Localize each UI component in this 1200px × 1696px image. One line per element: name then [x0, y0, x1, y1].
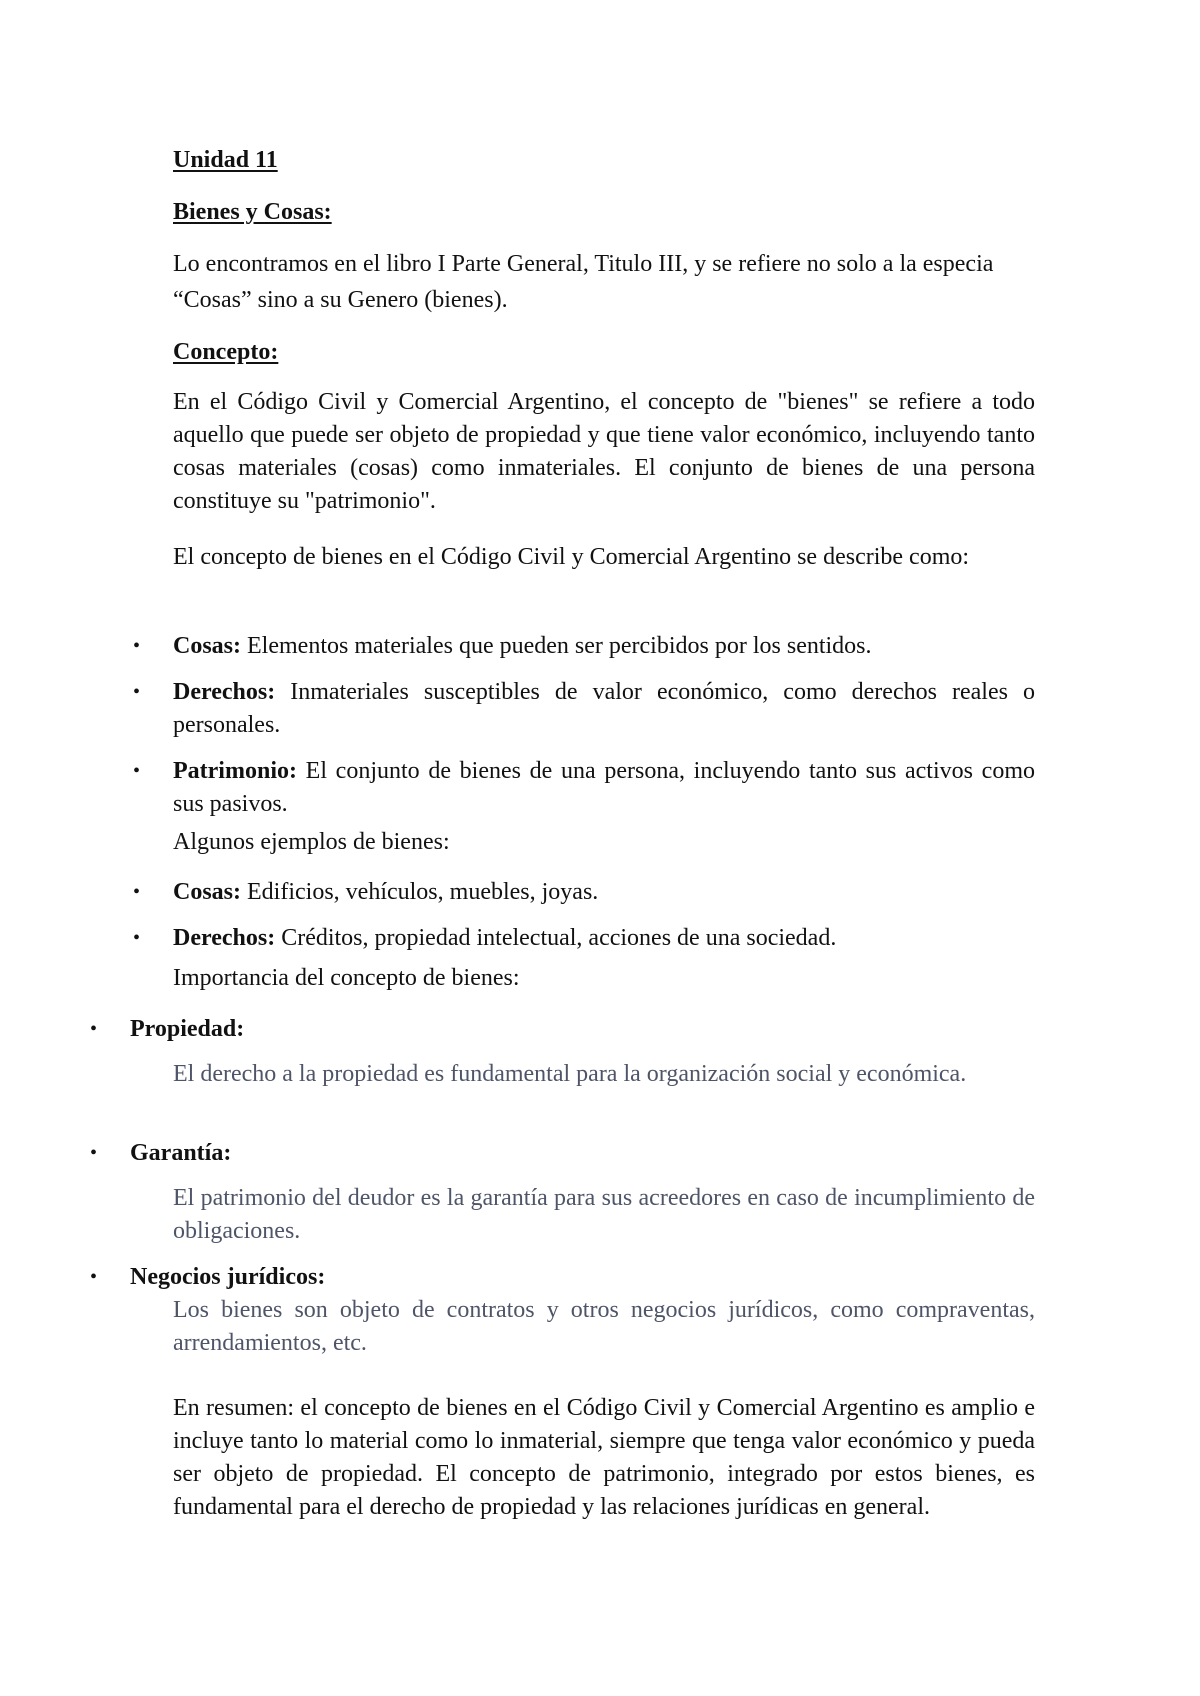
section-heading-bienes-cosas: Bienes y Cosas: [173, 199, 332, 225]
concept-paragraph-1: En el Código Civil y Comercial Argentino, el concepto de "bienes" se refiere a todo aquello que puede ser objeto de propiedad y que tiene valor económico, incluyendo tanto cosas materiales (cosas) como inmateriales. El conjunto de bienes de una persona constituye su "patrimonio". [173, 389, 1035, 514]
importance-text-propiedad: El derecho a la propiedad es fundamental para la organización social y económica. [173, 1061, 967, 1087]
list-item-label: Derechos: [173, 925, 276, 951]
list-item-text: Edificios, vehículos, muebles, joyas. [241, 879, 599, 905]
bullet-icon: • [90, 1018, 98, 1040]
importance-text-garantia: El patrimonio del deudor es la garantía para sus acreedores en caso de incumplimiento de obligaciones. [173, 1185, 1035, 1244]
bullet-icon: • [133, 881, 141, 903]
list-item-text: El conjunto de bienes de una persona, incluyendo tanto sus activos como sus pasivos. [173, 758, 1035, 817]
list-item-text: Créditos, propiedad intelectual, acciones de una sociedad. [275, 925, 837, 951]
bullet-icon: • [133, 760, 141, 782]
list-item-patrimonio [173, 755, 1035, 821]
intro-paragraph: Lo encontramos en el libro I Parte General, Titulo III, y se refiere no solo a la especia “Cosas” sino a su Genero (bienes). [173, 251, 994, 313]
list-item-derechos [173, 676, 1035, 742]
document-title: Unidad 11 [173, 147, 278, 173]
importance-intro: Importancia del concepto de bienes: [173, 965, 520, 991]
bullet-icon: • [133, 635, 141, 657]
list-item-text: Inmateriales susceptibles de valor económico, como derechos reales o personales. [173, 679, 1035, 738]
importance-label-negocios: Negocios jurídicos: [130, 1264, 326, 1290]
importance-label-garantia: Garantía: [130, 1140, 232, 1166]
bullet-icon: • [133, 927, 141, 949]
example-item-cosas [173, 876, 1035, 909]
list-item-label: Cosas: [173, 879, 242, 905]
importance-text-negocios: Los bienes son objeto de contratos y otros negocios jurídicos, como compraventas, arrendamientos, etc. [173, 1297, 1035, 1356]
list-item-cosas [173, 630, 1035, 663]
summary-paragraph: En resumen: el concepto de bienes en el Código Civil y Comercial Argentino es amplio e incluye tanto lo material como lo inmaterial, siempre que tenga valor económico y pueda ser objeto de propiedad. El concepto de patrimonio, integrado por estos bienes, es fundamental para el derecho de propiedad y las relaciones jurídicas en general. [173, 1395, 1035, 1520]
list-item-text: Elementos materiales que pueden ser percibidos por los sentidos. [241, 633, 872, 659]
list-item-label: Cosas: [173, 633, 242, 659]
list-item-label: Patrimonio: [173, 758, 297, 784]
example-item-derechos [173, 922, 1035, 955]
section-heading-concepto: Concepto: [173, 339, 279, 365]
concept-paragraph-2: El concepto de bienes en el Código Civil y Comercial Argentino se describe como: [173, 544, 970, 570]
importance-label-propiedad: Propiedad: [130, 1016, 245, 1042]
list-item-label: Derechos: [173, 679, 276, 705]
examples-intro: Algunos ejemplos de bienes: [173, 829, 450, 855]
bullet-icon: • [133, 681, 141, 703]
bullet-icon: • [90, 1142, 98, 1164]
bullet-icon: • [90, 1266, 98, 1288]
